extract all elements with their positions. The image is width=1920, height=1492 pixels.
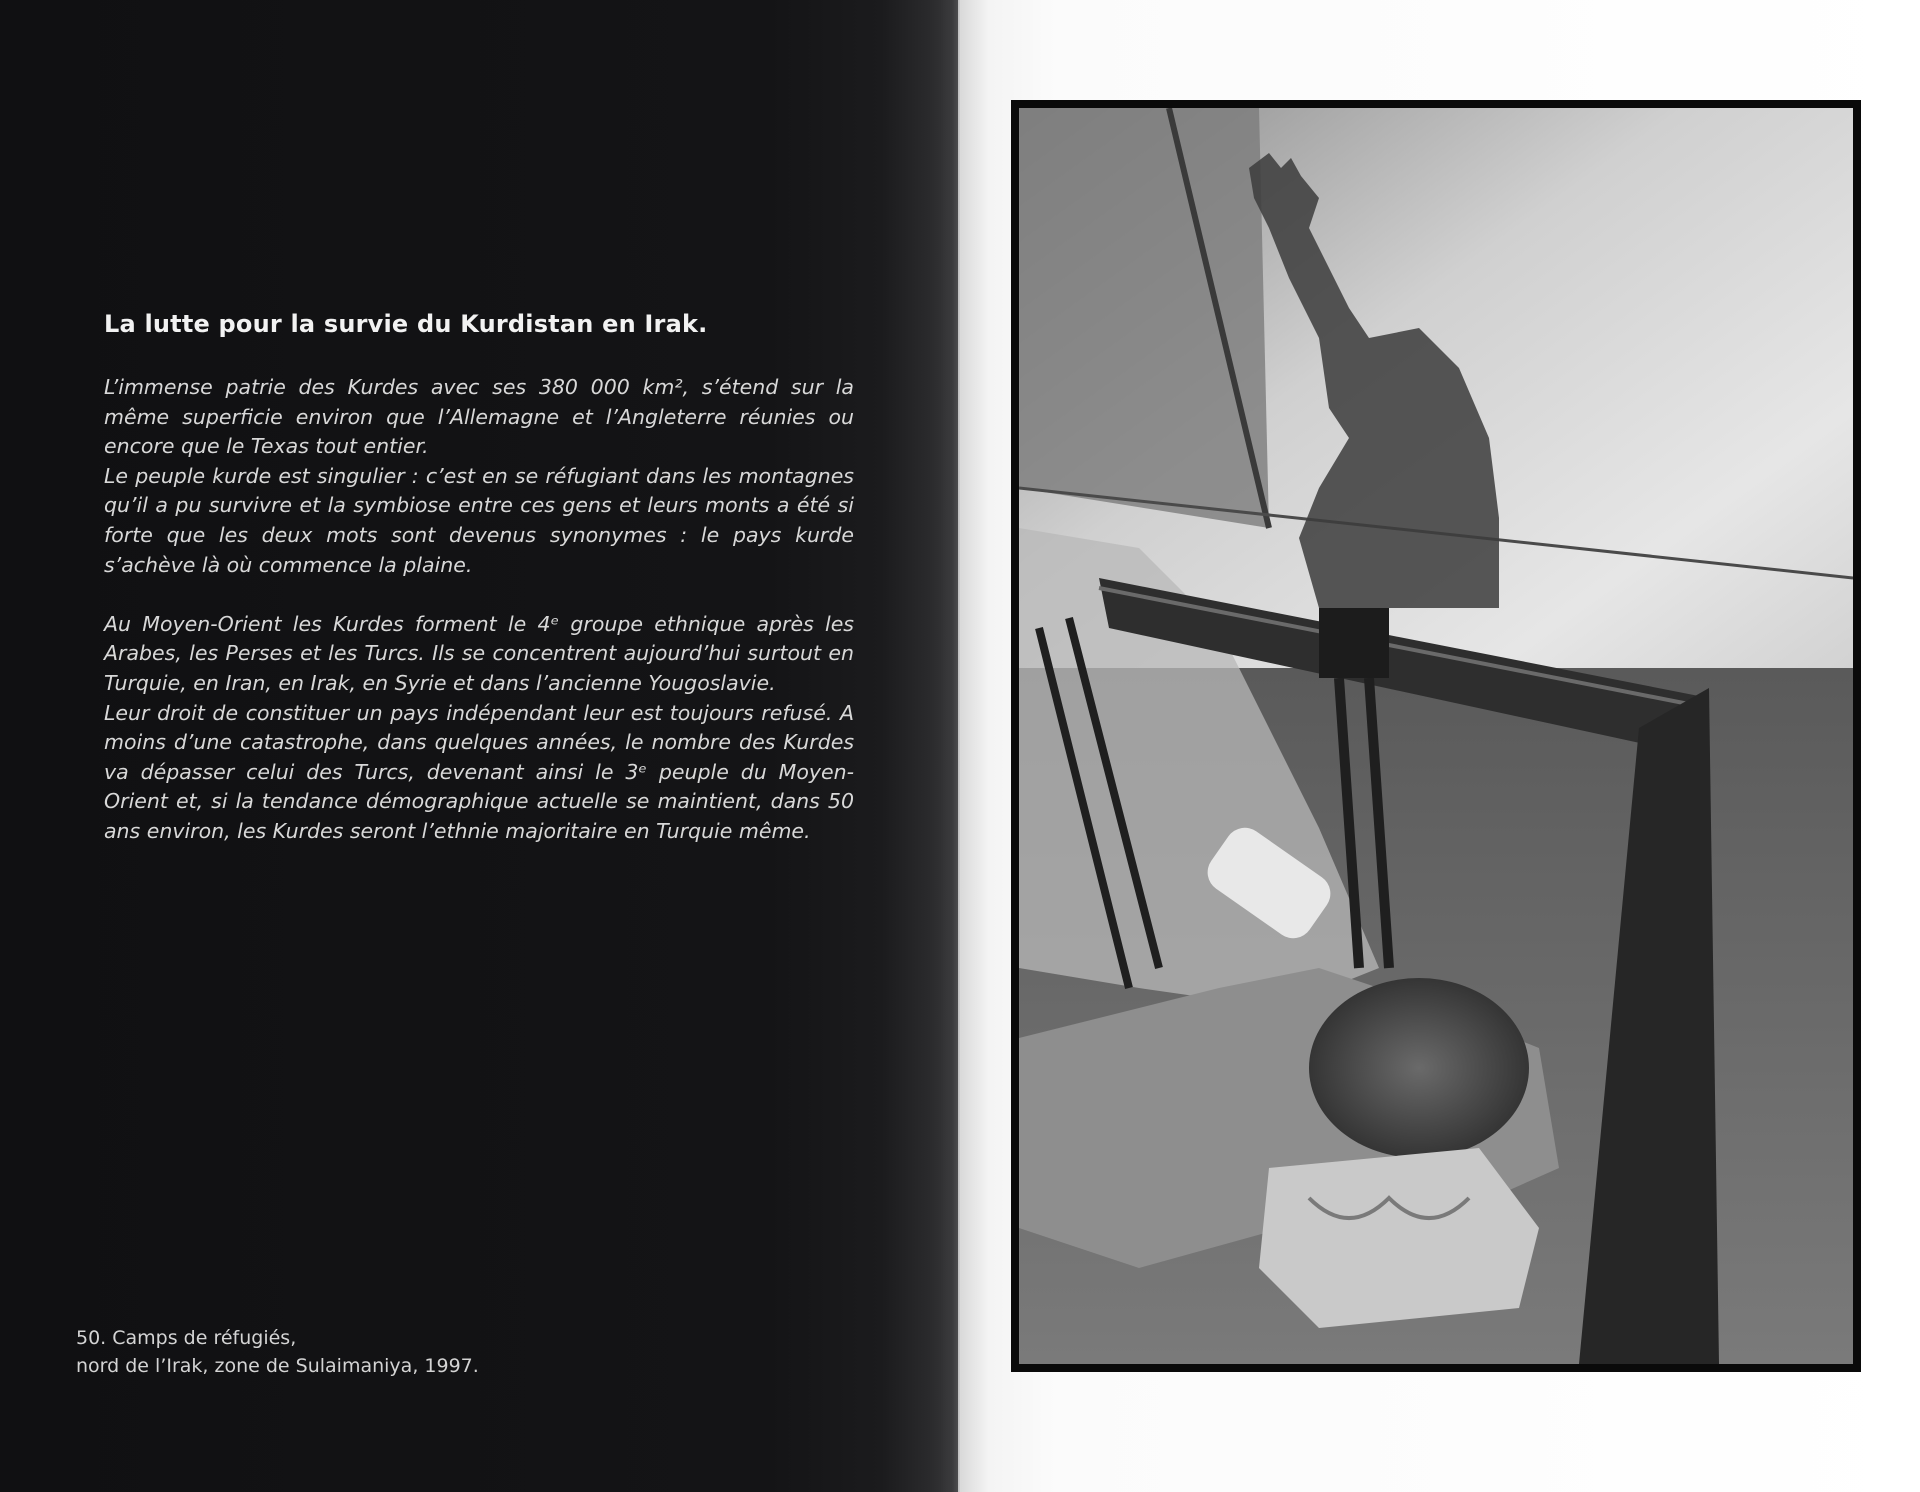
canvas-panel-left [1019, 108, 1269, 528]
section-heading: La lutte pour la survie du Kurdistan en Irak. [104, 310, 708, 338]
caption-line-1: 50. Camps de réfugiés, [76, 1327, 297, 1349]
caption-line-2: nord de l’Irak, zone de Sulaimaniya, 1997. [76, 1355, 479, 1377]
body-text [104, 373, 854, 847]
photo-frame [1011, 100, 1861, 1372]
paragraph-4: Leur droit de constituer un pays indépendant leur est toujours refusé. A moins d’une catastrophe, dans quelques années, le nombre des Kurdes va dépasser celui des Turcs, devenant ainsi le 3ᵉ peuple du Moyen-Orient et, si la tendance démographique actuelle se maintient, dans 50 ans environ, les Kurdes seront l’ethnie majoritaire en Turquie même. [104, 700, 854, 843]
paragraph-gap [104, 580, 854, 610]
child-head [1309, 978, 1529, 1158]
right-page [960, 0, 1920, 1492]
pillow [1259, 1148, 1539, 1328]
paragraph-1: L’immense patrie des Kurdes avec ses 380 000 km², s’étend sur la même superficie environ que l’Allemagne et l’Angleterre réunies ou encore que le Texas tout entier. [104, 375, 854, 459]
refugee-camp-photo [1019, 108, 1853, 1364]
paragraph-2: Le peuple kurde est singulier : c’est en se réfugiant dans les montagnes qu’il a pu survivre et la symbiose entre ces gens et leurs monts a été si forte que les deux mots sont devenus synonymes : le pays kurde s’achève là où commence la plaine. [104, 463, 854, 577]
photo-caption [76, 1324, 676, 1380]
paragraph-3: Au Moyen-Orient les Kurdes forment le 4ᵉ groupe ethnique après les Arabes, les Perses et les Turcs. Ils se concentrent aujourd’hui surtout en Turquie, en Iran, en Irak, en Syrie et dans l’ancienne Yougoslavie. [104, 611, 854, 695]
rope-knot [1319, 608, 1389, 678]
left-page [0, 0, 958, 1492]
photo-illustration [1019, 108, 1853, 1364]
